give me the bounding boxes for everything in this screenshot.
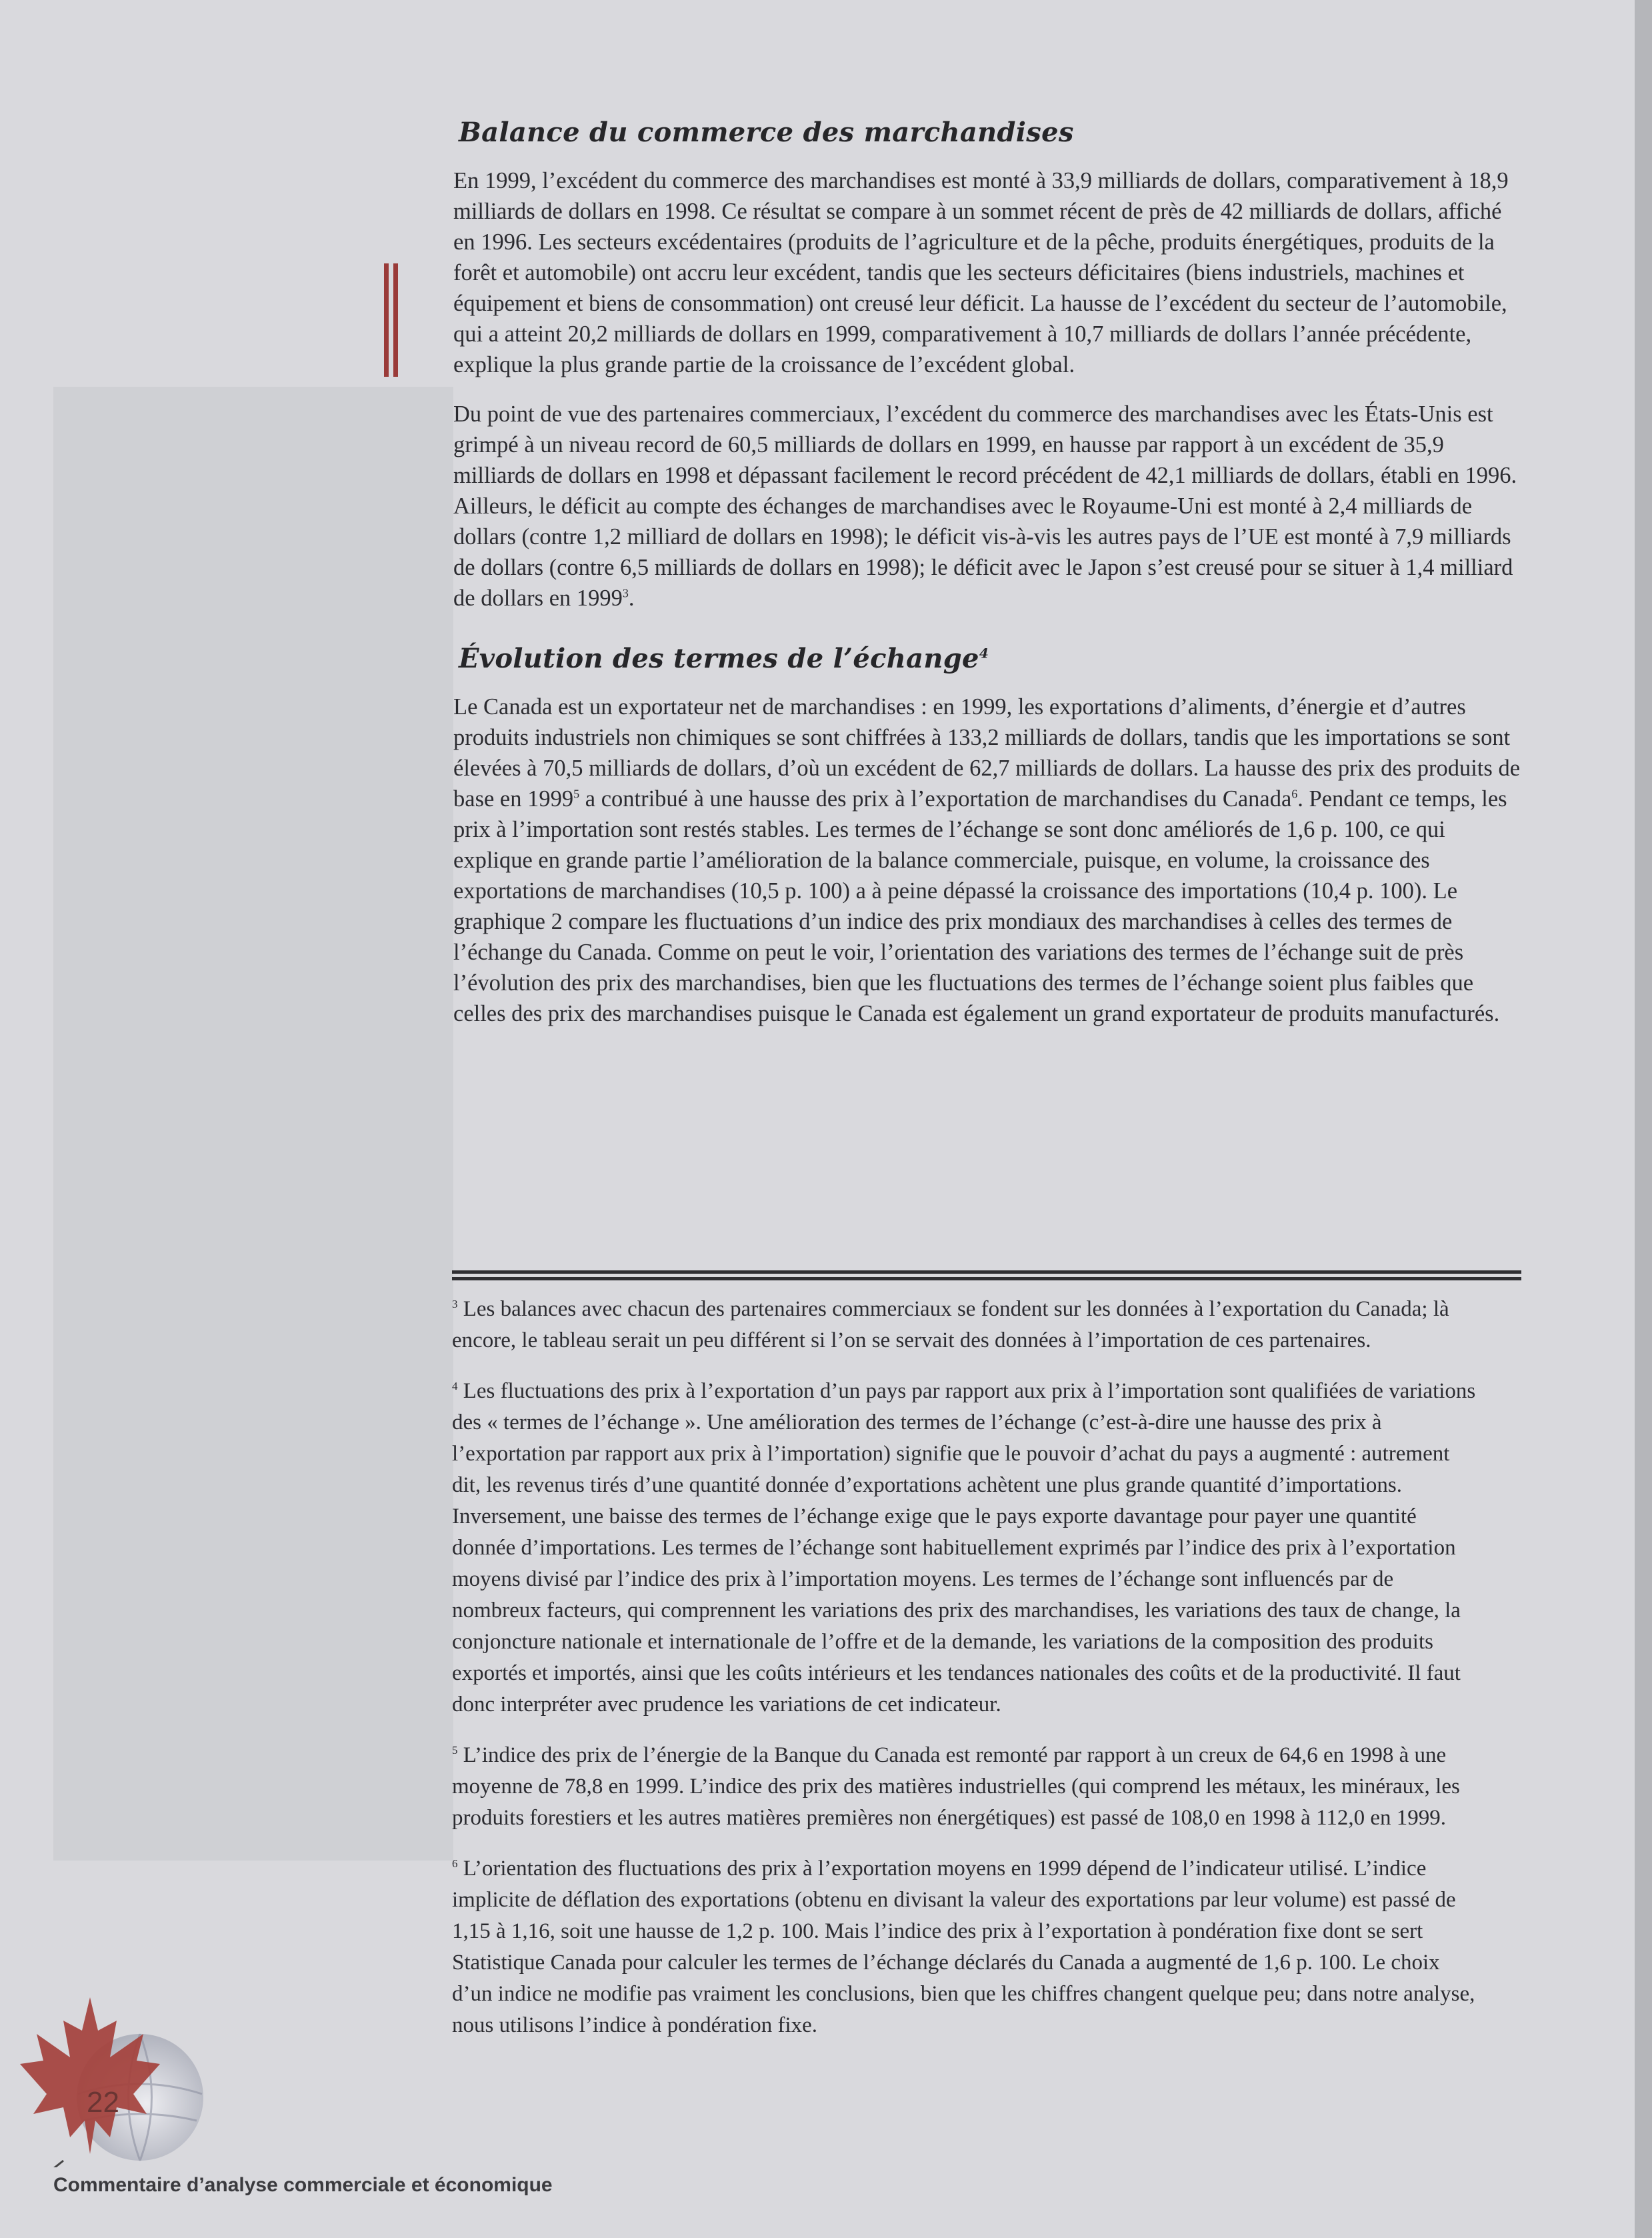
footnote-number: 6: [452, 1857, 458, 1870]
paragraph-3: [453, 692, 1520, 1029]
footnote-number: 5: [452, 1744, 458, 1757]
paragraph-2: Du point de vue des partenaires commerciaux, l’excédent du commerce des marchandises avec les États-Unis est grimpé à un niveau record de 60,5 milliards de dollars en 1999, en hausse par rapport à un excédent de 35,9 milliards de dollars en 1998 et dépassant facilement le record précédent de 42,1 milliards de dollars, établi en 1996. Ailleurs, le déficit au compte des échanges de marchandises avec le Royaume-Uni est monté à 2,4 milliards de dollars (contre 1,2 milliard de dollars en 1998); le déficit vis-à-vis les autres pays de l’UE est monté à 7,9 milliards de dollars (contre 6,5 milliards de dollars en 1998); le déficit avec le Japon s’est creusé pour se situer à 1,4 milliard de dollars en 1999$^3$.: [453, 401, 1517, 611]
footnote-ref-6[interactable]: 6: [1291, 787, 1298, 801]
change-bar-right: [393, 263, 398, 377]
footnote-text: L’indice des prix de l’énergie de la Banque du Canada est remonté par rapport à un creux de 64,6 en 1998 à une moyenne de 78,8 en 1999. L’indice des prix des matières industrielles (qui comprend les métaux, les minéraux, les produits forestiers et les autres matières premières non énergétiques) est passé de 108,0 en 1998 à 112,0 en 1999.: [452, 1743, 1460, 1830]
footnotes: [452, 1294, 1482, 2061]
footnote-ref-3[interactable]: 3: [622, 586, 629, 600]
footnote-ref-4[interactable]: 4: [979, 645, 989, 662]
footnote-separator: [452, 1270, 1521, 1284]
footnote-text: Les balances avec chacun des partenaires commerciaux se fondent sur les données à l’exportation du Canada; là encore, le tableau serait un peu différent si l’on se servait des données à l’importation de ces partenaires.: [452, 1297, 1449, 1352]
footnote-ref-5[interactable]: 5: [573, 787, 580, 801]
main-content: [453, 117, 1520, 1048]
separator-line-top: [452, 1270, 1521, 1274]
section-heading-terms-text: Évolution des termes de l’échange: [459, 643, 979, 674]
change-bar-left: [384, 263, 389, 377]
margin-panel: [53, 387, 453, 1861]
footnote-4: [452, 1376, 1482, 1721]
section-heading-terms-of-trade: [459, 643, 1520, 674]
page-number: 22: [87, 2086, 119, 2119]
footnote-6: [452, 1853, 1482, 2041]
running-title: Commentaire d’analyse commerciale et économique: [53, 2174, 553, 2196]
footnote-text: Les fluctuations des prix à l’exportation d’un pays par rapport aux prix à l’importation sont qualifiées de variations des « termes de l’échange ». Une amélioration des termes de l’échange (c’est-à-dire une hausse des prix à l’exportation par rapport aux prix à l’importation) signifie que le pouvoir d’achat du pays a augmenté : autrement dit, les revenus tirés d’une quantité donnée d’exportations achètent une plus grande quantité d’importations. Inversement, une baisse des termes de l’échange exige que le pays exporte davantage pour payer une quantité donnée d’importations. Les termes de l’échange sont habituellement exprimés par l’indice des prix à l’exportation moyens divisé par l’indice des prix à l’importation moyens. Les termes de l’échange sont influencés par de nombreux facteurs, qui comprennent les variations des prix des marchandises, les variations des taux de change, la conjoncture nationale et internationale de l’offre et de la demande, les variations de la composition des produits exportés et importés, ainsi que les coûts intérieurs et les tendances nationales des coûts et de la productivité. Il faut donc interpréter avec prudence les variations de cet indicateur.: [452, 1379, 1476, 1717]
separator-line-bottom: [452, 1277, 1521, 1280]
footnote-3: [452, 1294, 1482, 1356]
paragraph-3-part2: a contribué à une hausse des prix à l’exportation de marchandises du Canada: [579, 786, 1292, 812]
footnote-number: 4: [452, 1380, 458, 1392]
paragraph-3-part1: Le Canada est un exportateur net de marchandises : en 1999, les exportations d’aliments, d’énergie et d’autres produits industriels non chimiques se sont chiffrées à 133,2 milliards de dollars, tandis que les importations se sont élevées à 70,5 milliards de dollars, d’où un excédent de 62,7 milliards de dollars. La hausse des prix des produits de base en 1999: [453, 694, 1521, 812]
paragraph-3-part3: . Pendant ce temps, les prix à l’importation sont restés stables. Les termes de l’échange se sont donc améliorés de 1,6 p. 100, ce qui explique en grande partie l’amélioration de la balance commerciale, puisque, en volume, la croissance des exportations de marchandises (10,5 p. 100) a à peine dépassé la croissance des importations (10,4 p. 100). Le graphique 2 compare les fluctuations d’un indice des prix mondiaux des marchandises à celles des termes de l’échange du Canada. Comme on peut le voir, l’orientation des variations des termes de l’échange suit de près l’évolution des prix des marchandises, bien que les fluctuations des termes de l’échange soient plus faibles que celles des prix des marchandises puisque le Canada est également un grand exportateur de produits manufacturés.: [453, 786, 1507, 1026]
footnote-5: [452, 1740, 1482, 1834]
section-heading-trade-balance: Balance du commerce des marchandises: [459, 117, 1074, 148]
footnote-number: 3: [452, 1298, 458, 1310]
page-edge: [1635, 0, 1652, 2238]
paragraph-2-text: Du point de vue des partenaires commerciaux, l’excédent du commerce des marchandises avec les États-Unis est grimpé à un niveau record de 60,5 milliards de dollars en 1999, en hausse par rapport à un excédent de 35,9 milliards de dollars en 1998 et dépassant facilement le record précédent de 42,1 milliards de dollars, établi en 1996. Ailleurs, le déficit au compte des échanges de marchandises avec le Royaume-Uni est monté à 2,4 milliards de dollars (contre 1,2 milliard de dollars en 1998); le déficit vis-à-vis les autres pays de l’UE est monté à 7,9 milliards de dollars (contre 6,5 milliards de dollars en 1998); le déficit avec le Japon s’est creusé pour se situer à 1,4 milliard de dollars en 1999: [453, 401, 1517, 611]
paragraph-1: En 1999, l’excédent du commerce des marchandises est monté à 33,9 milliards de dollars, comparativement à 18,9 milliards de dollars en 1998. Ce résultat se compare à un sommet récent de près de 42 milliards de dollars, affiché en 1996. Les secteurs excédentaires (produits de l’agriculture et de la pêche, produits énergétiques, produits de la forêt et automobile) ont accru leur excédent, tandis que les secteurs déficitaires (biens industriels, machines et équipement et biens de consommation) ont creusé leur déficit. La hausse de l’excédent du secteur de l’automobile, qui a atteint 20,2 milliards de dollars en 1999, comparativement à 10,7 milliards de dollars l’année précédente, explique la plus grande partie de la croissance de l’excédent global.: [453, 168, 1509, 377]
footnote-text: L’orientation des fluctuations des prix à l’exportation moyens en 1999 dépend de l’indicateur utilisé. L’indice implicite de déflation des exportations (obtenu en divisant la valeur des exportations par leur volume) est passé de 1,15 à 1,16, soit une hausse de 1,2 p. 100. Mais l’indice des prix à l’exportation à pondération fixe dont se sert Statistique Canada pour calculer les termes de l’échange déclarés du Canada a augmenté de 1,6 p. 100. Le choix d’un indice ne modifie pas vraiment les conclusions, bien que les chiffres changent quelque peu; dans notre analyse, nous utilisons l’indice à pondération fixe.: [452, 1857, 1475, 2037]
maple-leaf-globe-logo: [17, 1994, 217, 2167]
